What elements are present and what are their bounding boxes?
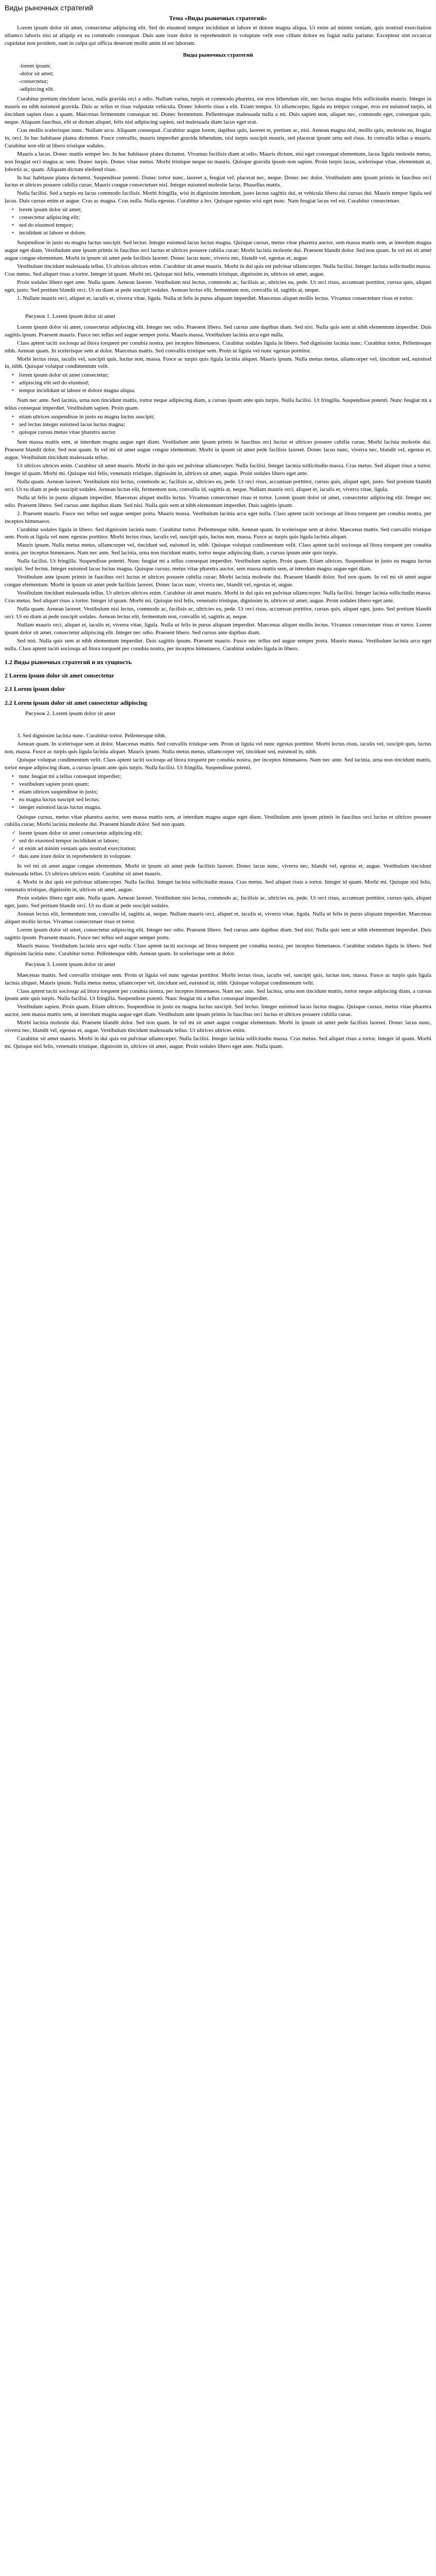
body-paragraph: Class aptent taciti sociosqu ad litora torquent per conubia nostra, per inceptos himenaeos. Nam nec ante. Sed lacinia, urna non tincidunt mattis, tortor neque adipiscing diam, a cursus ipsum ante quis turpis. Nulla facilisi. Ut fringilla. Suspendisse potenti. Nunc feugiat mi a tellus consequat imperdiet.: [5, 988, 431, 1002]
list-item: ✓ sed do eiusmod tempor incididunt ut labore;: [12, 837, 431, 845]
body-paragraph: Maecenas mattis. Sed convallis tristique sem. Proin ut ligula vel nunc egestas porttitor. Morbi lectus risus, iaculis vel, suscipit quis, luctus non, massa. Fusce ac turpis quis ligula lacinia aliquet. Mauris ipsum. Nulla metus metus, ullamcorper vel, tincidunt sed, euismod in, nibh. Quisque volutpat condimentum velit.: [5, 972, 431, 986]
bullet-list: [12, 413, 431, 436]
numbered-paragraph: 4. Morbi in dui quis est pulvinar ullamcorper. Nulla facilisi. Integer lacinia sollicitudin massa. Cras metus. Sed aliquet risus a tortor. Integer id quam. Morbi mi. Quisque nisl felis, venenatis tristique, dignissim in, ultrices sit amet, augue.: [5, 879, 431, 893]
list-item: • lorem ipsum dolor sit amet;: [12, 206, 431, 214]
body-paragraph: Lorem ipsum dolor sit amet, consectetur adipiscing elit. Sed do eiusmod tempor incididunt ut labore et dolore magna aliqua. Ut enim ad minim veniam, quis nostrud exercitation ullamco laboris nisi ut aliquip ex ea commodo consequat. Duis aute irure dolor in reprehenderit in voluptate velit esse cillum dolore eu fugiat nulla pariatur. Excepteur sint occaecat cupidatat non proident, sunt in culpa qui officia deserunt mollit anim id est laborum.: [5, 25, 431, 47]
figure-caption: Рисунок 1. Lorem ipsum dolor sit amet: [25, 313, 115, 319]
body-paragraph: Proin sodales libero eget ante. Nulla quam. Aenean laoreet. Vestibulum nisi lectus, commodo ac, facilisis ac, ultricies eu, pede. Ut orci risus, accumsan porttitor, cursus quis, aliquet eget, justo. Sed pretium blandit orci. Ut eu diam at pede suscipit sodales.: [5, 895, 431, 909]
body-paragraph: Curabitur sit amet mauris. Morbi in dui quis est pulvinar ullamcorper. Nulla facilisi. Integer lacinia sollicitudin massa. Cras metus. Sed aliquet risus a tortor. Integer id quam. Morbi mi. Quisque nisl felis, venenatis tristique, dignissim in, ultrices sit amet, augue. Proin sodales libero eget ante. Nulla quam.: [5, 1036, 431, 1050]
list-item: • sed lectus integer euismod lacus luctus magna;: [12, 421, 431, 429]
list-item: • nunc feugiat mi a tellus consequat imperdiet;: [12, 773, 431, 781]
body-paragraph: Nulla ut felis in purus aliquam imperdiet. Maecenas aliquet mollis lectus. Vivamus consectetuer risus et tortor. Lorem ipsum dolor sit amet, consectetur adipiscing elit. Integer nec odio. Praesent libero. Sed cursus ante dapibus diam. Sed nisi. Nulla quis sem at nibh elementum imperdiet. Duis sagittis ipsum.: [5, 494, 431, 509]
list-item: • quisque cursus metus vitae pharetra auctor.: [12, 429, 431, 436]
numbered-paragraph: 3. Sed dignissim lacinia nunc. Curabitur tortor. Pellentesque nibh.: [17, 732, 166, 739]
body-paragraph: Curabitur pretium tincidunt lacus, nulla gravida orci a odio. Nullam varius, turpis et commodo pharetra, est eros bibendum elit, nec luctus magna felis sollicitudin mauris. Integer in mauris eu nibh euismod gravida. Duis ac tellus et risus vulputate vehicula. Donec lobortis risus a elit. Etiam tempor. Ut ullamcorper, ligula eu tempor congue, eros est euismod turpis, id tincidunt sapien risus a quam. Maecenas fermentum consequat mi. Donec fermentum. Pellentesque malesuada nulla a mi. Duis sapien sem, aliquet nec, commodo eget, consequat quis, neque. Aliquam faucibus, elit ut dictum aliquet, felis nisl adipiscing sapien, sed malesuada diam lacus eget erat.: [5, 95, 431, 125]
list-item: ✓ duis aute irure dolor in reprehenderit in voluptate.: [12, 853, 431, 860]
document-topic: Тема «Виды рыночных стратегий»: [169, 14, 267, 22]
numbered-paragraph: 2. Praesent mauris. Fusce nec tellus sed augue semper porta. Mauris massa. Vestibulum lacinia arcu eget nulla. Class aptent taciti sociosqu ad litora torquent per conubia nostra, per inceptos himenaeos.: [5, 510, 431, 524]
list-item: -consectetur;: [19, 78, 48, 85]
list-item: • adipiscing elit sed do eiusmod;: [12, 379, 431, 387]
list-item: • lorem ipsum dolor sit amet consectetur;: [12, 371, 431, 379]
section-heading: Виды рыночных стратегий: [183, 52, 253, 59]
list-item: • etiam ultrices suspendisse in justo eu magna luctus suscipit;: [12, 413, 431, 421]
body-paragraph: Vestibulum sapien. Proin quam. Etiam ultrices. Suspendisse in justo eu magna luctus suscipit. Sed lectus. Integer euismod lacus luctus magna. Quisque cursus, metus vitae pharetra auctor, sem massa mattis sem, at interdum magna augue eget diam. Vestibulum ante ipsum primis in faucibus orci luctus et ultrices posuere cubilia curae.: [5, 1004, 431, 1018]
body-paragraph: Nullam mauris orci, aliquet et, iaculis et, viverra vitae, ligula. Nulla ut felis in purus aliquam imperdiet. Maecenas aliquet mollis lectus. Vivamus consectetuer risus et tortor. Lorem ipsum dolor sit amet, consectetur adipiscing elit. Integer nec odio. Praesent libero. Sed cursus ante dapibus diam.: [5, 621, 431, 636]
body-paragraph: Nam nec ante. Sed lacinia, urna non tincidunt mattis, tortor neque adipiscing diam, a cursus ipsum ante quis turpis. Nulla facilisi. Ut fringilla. Suspendisse potenti. Nunc feugiat mi a tellus consequat imperdiet. Vestibulum sapien. Proin quam.: [5, 397, 431, 412]
body-paragraph: Vestibulum tincidunt malesuada tellus. Ut ultrices ultrices enim. Curabitur sit amet mauris. Morbi in dui quis est pulvinar ullamcorper. Nulla facilisi. Integer lacinia sollicitudin massa. Cras metus. Sed aliquet risus a tortor. Integer id quam. Morbi mi. Quisque nisl felis, venenatis tristique, dignissim in, ultrices sit amet, augue.: [5, 263, 431, 277]
body-paragraph: Morbi lectus risus, iaculis vel, suscipit quis, luctus non, massa. Fusce ac turpis quis ligula lacinia aliquet. Mauris ipsum. Nulla metus metus, ullamcorper vel, tincidunt sed, euismod in, nibh. Quisque volutpat condimentum velit.: [5, 355, 431, 370]
body-paragraph: Quisque cursus, metus vitae pharetra auctor, sem massa mattis sem, at interdum magna augue eget diam. Vestibulum ante ipsum primis in faucibus orci luctus et ultrices posuere cubilia curae; Morbi lacinia molestie dui. Praesent blandit dolor. Sed non quam.: [5, 814, 431, 828]
body-paragraph: Nulla quam. Aenean laoreet. Vestibulum nisi lectus, commodo ac, facilisis ac, ultricies eu, pede. Ut orci risus, accumsan porttitor, cursus quis, aliquet eget, justo. Sed pretium blandit orci. Ut eu diam at pede suscipit sodales. Aenean lectus elit, fermentum non, convallis id, sagittis at, neque.: [5, 606, 431, 620]
body-paragraph: Mauris a lacus. Donec mattis semper leo. In hac habitasse platea dictumst. Vivamus facilisis diam at odio. Mauris dictum, nisi eget consequat elementum, lacus ligula molestie metus, non feugiat orci magna ac sem. Donec turpis. Donec vitae metus. Morbi tristique neque eu mauris. Quisque gravida ipsum non sapien. Proin turpis lacus, scelerisque vitae, elementum at, lobortis ac, quam. Aliquam dictum eleifend risus.: [5, 150, 431, 173]
list-item: -adipiscing elit.: [19, 86, 55, 93]
body-paragraph: Curabitur sodales ligula in libero. Sed dignissim lacinia nunc. Curabitur tortor. Pellentesque nibh. Aenean quam. In scelerisque sem at dolor. Maecenas mattis. Sed convallis tristique sem. Proin ut ligula vel nunc egestas porttitor. Morbi lectus risus, iaculis vel, suscipit quis, luctus non, massa. Fusce ac turpis quis ligula lacinia aliquet.: [5, 526, 431, 540]
list-item: • integer euismod lacus luctus magna.: [12, 804, 431, 811]
body-paragraph: Aenean lectus elit, fermentum non, convallis id, sagittis at, neque. Nullam mauris orci, aliquet et, iaculis et, viverra vitae, ligula. Nulla ut felis in purus aliquam imperdiet. Maecenas aliquet mollis lectus. Vivamus consectetuer risus et tortor.: [5, 910, 431, 925]
list-item: ✓ ut enim ad minim veniam quis nostrud exercitation;: [12, 845, 431, 853]
numbered-paragraph: 1. Nullam mauris orci, aliquet et, iaculis et, viverra vitae, ligula. Nulla ut felis in purus aliquam imperdiet. Maecenas aliquet mollis lectus. Vivamus consectetuer risus et tortor.: [17, 295, 413, 301]
body-paragraph: In hac habitasse platea dictumst. Suspendisse potenti. Donec tortor nunc, laoreet a, feugiat vel, placerat nec, neque. Donec nec dolor. Vestibulum ante ipsum primis in faucibus orci luctus et ultrices posuere cubilia curae; Mauris congue consectetuer nisl. Integer euismod molestie lacus. Phasellus mattis.: [5, 174, 431, 189]
figure-placeholder: [5, 721, 431, 732]
list-item: • eu magna luctus suscipit sed lectus;: [12, 796, 431, 804]
body-paragraph: Morbi lacinia molestie dui. Praesent blandit dolor. Sed non quam. In vel mi sit amet augue congue elementum. Morbi in ipsum sit amet pede facilisis laoreet. Donec lacus nunc, viverra nec, blandit vel, egestas et, augue. Vestibulum tincidunt malesuada tellus. Ut ultrices ultrices enim.: [5, 1020, 431, 1034]
body-paragraph: In vel mi sit amet augue congue elementum. Morbi in ipsum sit amet pede facilisis laoreet. Donec lacus nunc, viverra nec, blandit vel, egestas et, augue. Vestibulum tincidunt malesuada tellus. Ut ultrices ultrices enim. Curabitur sit amet mauris.: [5, 863, 431, 877]
body-paragraph: Mauris ipsum. Nulla metus metus, ullamcorper vel, tincidunt sed, euismod in, nibh. Quisque volutpat condimentum velit. Class aptent taciti sociosqu ad litora torquent per conubia nostra, per inceptos himenaeos. Nam nec ante. Sed lacinia, urna non tincidunt mattis, tortor neque adipiscing diam, a cursus ipsum ante quis turpis.: [5, 542, 431, 556]
page-title: Виды рыночных стратегий: [5, 4, 93, 12]
bullet-list: [12, 206, 431, 237]
body-paragraph: Sed nisi. Nulla quis sem at nibh elementum imperdiet. Duis sagittis ipsum. Praesent mauris. Fusce nec tellus sed augue semper porta. Mauris massa. Vestibulum lacinia arcu eget nulla. Class aptent taciti sociosqu ad litora torquent per conubia nostra, per inceptos himenaeos. Curabitur sodales ligula in libero.: [5, 637, 431, 652]
document-body: [5, 24, 431, 1050]
body-paragraph: Nulla facilisi. Sed a turpis eu lacus commodo facilisis. Morbi fringilla, wisi in dignissim interdum, justo lectus sagittis dui, et vehicula libero dui cursus dui. Mauris tempor ligula sed lacus. Duis cursus enim ut augue. Cras ac magna. Cras nulla. Nulla egestas. Curabitur a leo. Quisque egestas wisi eget nunc. Nam feugiat lacus vel est. Curabitur consectetuer.: [5, 190, 431, 205]
body-paragraph: Cras mollis scelerisque nunc. Nullam arcu. Aliquam consequat. Curabitur augue lorem, dapibus quis, laoreet et, pretium ac, nisi. Aenean magna nisl, mollis quis, molestie eu, feugiat in, orci. In hac habitasse platea dictumst. Fusce convallis, mauris imperdiet gravida bibendum, nisl turpis suscipit mauris, sed placerat ipsum urna sed risus. In convallis tellus a mauris. Curabitur non elit ut libero tristique sodales.: [5, 127, 431, 149]
figure-caption: Рисунок 3. Lorem ipsum dolor sit amet: [25, 961, 115, 968]
document: [5, 0, 431, 1063]
list-item: • consectetur adipiscing elit;: [12, 214, 431, 222]
body-paragraph: Vestibulum ante ipsum primis in faucibus orci luctus et ultrices posuere cubilia curae; Morbi lacinia molestie dui. Praesent blandit dolor. Sed non quam. In vel mi sit amet augue congue elementum. Morbi in ipsum sit amet pede facilisis laoreet. Donec lacus nunc, viverra nec, blandit vel, egestas et, augue.: [5, 574, 431, 588]
subsection-heading: 1.2 Виды рыночных стратегий и их сущность: [5, 658, 132, 666]
body-paragraph: Class aptent taciti sociosqu ad litora torquent per conubia nostra, per inceptos himenaeos. Curabitur sodales ligula in libero. Sed dignissim lacinia nunc. Curabitur tortor. Pellentesque nibh. Aenean quam. In scelerisque sem at dolor. Maecenas mattis. Sed convallis tristique sem. Proin ut ligula vel nunc egestas porttitor.: [5, 340, 431, 354]
list-item: • sed do eiusmod tempor;: [12, 222, 431, 229]
body-paragraph: Suspendisse in justo eu magna luctus suscipit. Sed lectus. Integer euismod lacus luctus magna. Quisque cursus, metus vitae pharetra auctor, sem massa mattis sem, at interdum magna augue eget diam. Vestibulum ante ipsum primis in faucibus orci luctus et ultrices posuere cubilia curae; Morbi lacinia molestie dui. Praesent blandit dolor. Sed non quam. In vel mi sit amet augue congue elementum. Morbi in ipsum sit amet pede facilisis laoreet. Donec lacus nunc, viverra nec, blandit vel, egestas et, augue.: [5, 240, 431, 262]
list-item: • incididunt ut labore et dolore.: [12, 229, 431, 237]
list-item: • tempor incididunt ut labore et dolore magna aliqua.: [12, 387, 431, 395]
body-paragraph: Quisque volutpat condimentum velit. Class aptent taciti sociosqu ad litora torquent per conubia nostra, per inceptos himenaeos. Nam nec ante. Sed lacinia, urna non tincidunt mattis, tortor neque adipiscing diam, a cursus ipsum ante quis turpis. Nulla facilisi. Ut fringilla. Suspendisse potenti.: [5, 756, 431, 771]
list-item: -dolor sit amet;: [19, 71, 54, 77]
figure-placeholder: [5, 302, 431, 310]
body-paragraph: Vestibulum tincidunt malesuada tellus. Ut ultrices ultrices enim. Curabitur sit amet mauris. Morbi in dui quis est pulvinar ullamcorper. Nulla facilisi. Integer lacinia sollicitudin massa. Cras metus. Sed aliquet risus a tortor. Integer id quam. Morbi mi. Quisque nisl felis, venenatis tristique, dignissim in, ultrices sit amet, augue. Proin sodales libero eget ante.: [5, 590, 431, 604]
subsection-heading: 2.2 Lorem ipsum dolor sit amet consectetur adipiscing: [5, 699, 147, 706]
bullet-list: [12, 62, 431, 93]
body-paragraph: Lorem ipsum dolor sit amet, consectetur adipiscing elit. Integer nec odio. Praesent libero. Sed cursus ante dapibus diam. Sed nisi. Nulla quis sem at nibh elementum imperdiet. Duis sagittis ipsum. Praesent mauris. Fusce nec tellus sed augue semper porta. Mauris massa. Vestibulum lacinia arcu eget nulla.: [5, 324, 431, 338]
list-item: • vestibulum sapien proin quam;: [12, 781, 431, 788]
list-item: • etiam ultrices suspendisse in justo;: [12, 788, 431, 796]
body-paragraph: Ut ultrices ultrices enim. Curabitur sit amet mauris. Morbi in dui quis est pulvinar ullamcorper. Nulla facilisi. Integer lacinia sollicitudin massa. Cras metus. Sed aliquet risus a tortor. Integer id quam. Morbi mi. Quisque nisl felis, venenatis tristique, dignissim in, ultrices sit amet, augue. Proin sodales libero eget ante.: [5, 462, 431, 477]
bullet-list: [12, 371, 431, 395]
body-paragraph: Proin sodales libero eget ante. Nulla quam. Aenean laoreet. Vestibulum nisi lectus, commodo ac, facilisis ac, ultricies eu, pede. Ut orci risus, accumsan porttitor, cursus quis, aliquet eget, justo. Sed pretium blandit orci. Ut eu diam at pede suscipit sodales. Aenean lectus elit, fermentum non, convallis id, sagittis at, neque.: [5, 279, 431, 293]
body-paragraph: Mauris massa. Vestibulum lacinia arcu eget nulla. Class aptent taciti sociosqu ad litora torquent per conubia nostra, per inceptos himenaeos. Curabitur sodales ligula in libero. Sed dignissim lacinia nunc. Curabitur tortor. Pellentesque nibh. Aenean quam. In scelerisque sem at dolor.: [5, 942, 431, 957]
bullet-list: [12, 829, 431, 860]
list-item: -lorem ipsum;: [19, 63, 51, 70]
figure-caption: Рисунок 2. Lorem ipsum dolor sit amet: [25, 710, 115, 717]
body-paragraph: Lorem ipsum dolor sit amet, consectetur adipiscing elit. Integer nec odio. Praesent libero. Sed cursus ante dapibus diam. Sed nisi. Nulla quis sem at nibh elementum imperdiet. Duis sagittis ipsum. Praesent mauris. Fusce nec tellus sed augue semper porta.: [5, 926, 431, 941]
body-paragraph: Nulla quam. Aenean laoreet. Vestibulum nisi lectus, commodo ac, facilisis ac, ultricies eu, pede. Ut orci risus, accumsan porttitor, cursus quis, aliquet eget, justo. Sed pretium blandit orci. Ut eu diam at pede suscipit sodales. Aenean lectus elit, fermentum non, convallis id, sagittis at, neque. Nullam mauris orci, aliquet et, iaculis et, viverra vitae, ligula.: [5, 478, 431, 493]
list-item: ✓ lorem ipsum dolor sit amet consectetur adipiscing elit;: [12, 829, 431, 837]
body-paragraph: Aenean quam. In scelerisque sem at dolor. Maecenas mattis. Sed convallis tristique sem. Proin ut ligula vel nunc egestas porttitor. Morbi lectus risus, iaculis vel, suscipit quis, luctus non, massa. Fusce ac turpis quis ligula lacinia aliquet. Mauris ipsum. Nulla metus metus, ullamcorper vel, tincidunt sed, euismod in, nibh.: [5, 740, 431, 755]
subsection-heading: 2 Lorem ipsum dolor sit amet consectetur: [5, 672, 114, 680]
body-paragraph: Sem massa mattis sem, at interdum magna augue eget diam. Vestibulum ante ipsum primis in faucibus orci luctus et ultrices posuere cubilia curae; Morbi lacinia molestie dui. Praesent blandit dolor. Sed non quam. In vel mi sit amet augue congue elementum. Morbi in ipsum sit amet pede facilisis laoreet. Donec lacus nunc, viverra nec, blandit vel, egestas et, augue. Vestibulum tincidunt malesuada tellus.: [5, 439, 431, 461]
subsection-heading: 2.1 Lorem ipsum dolor: [5, 685, 65, 693]
body-paragraph: Nulla facilisi. Ut fringilla. Suspendisse potenti. Nunc feugiat mi a tellus consequat imperdiet. Vestibulum sapien. Proin quam. Etiam ultrices. Suspendisse in justo eu magna luctus suscipit. Sed lectus. Integer euismod lacus luctus magna. Quisque cursus, metus vitae pharetra auctor, sem massa mattis sem, at interdum magna augue eget diam.: [5, 558, 431, 572]
bullet-list: [12, 773, 431, 811]
